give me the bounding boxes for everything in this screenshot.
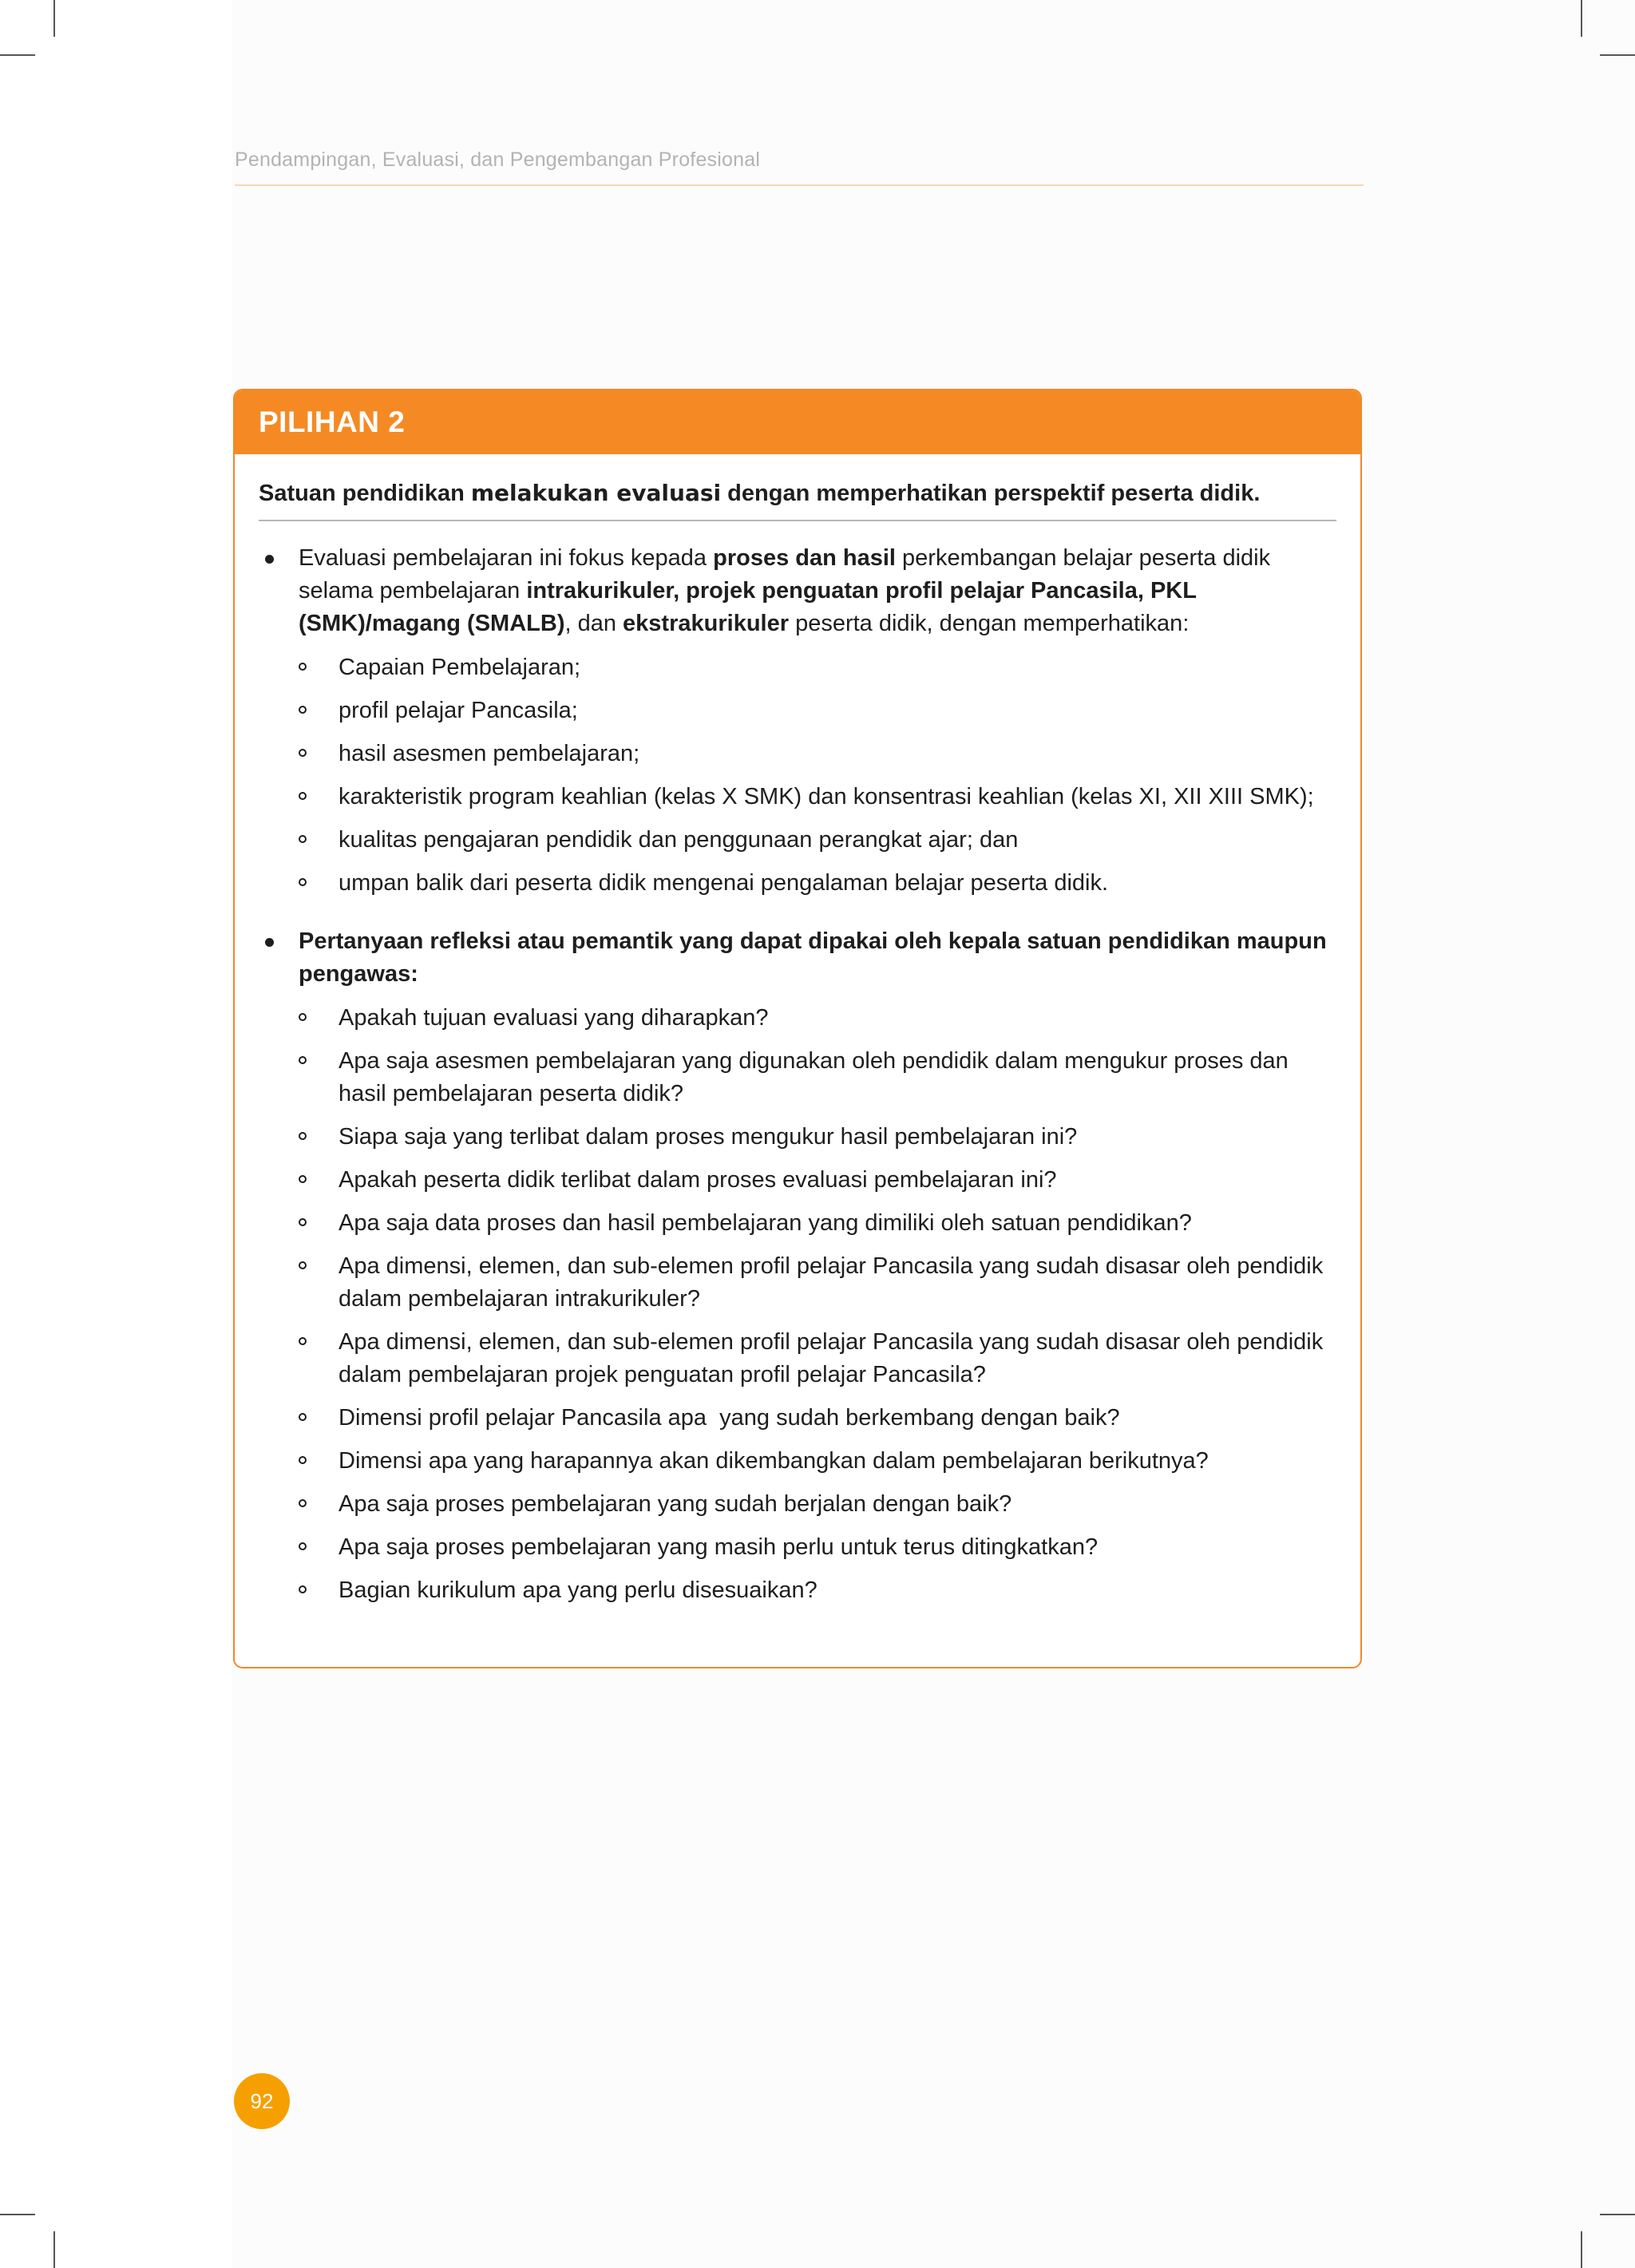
sub-bullet-item	[299, 1531, 1336, 1564]
running-header: Pendampingan, Evaluasi, dan Pengembangan Profesional	[235, 148, 761, 171]
circle-bullet-icon	[299, 1337, 307, 1345]
sub-bullet-text: umpan balik dari peserta didik mengenai pengalaman belajar peserta didik.	[338, 870, 1109, 896]
text-run: Evaluasi pembelajaran ini fokus kepada	[299, 545, 714, 571]
main-bullet-text	[299, 542, 1336, 640]
circle-bullet-icon	[299, 706, 307, 714]
header-rule	[235, 184, 1364, 186]
crop-mark	[1581, 2231, 1582, 2268]
option-box	[233, 389, 1362, 1668]
text-run: , dan	[564, 611, 624, 636]
crop-mark	[1581, 0, 1582, 37]
sub-bullet-item	[299, 695, 1336, 727]
crop-mark	[0, 2214, 35, 2215]
sub-bullet-text: karakteristik program keahlian (kelas X SMK) dan konsentrasi keahlian (kelas XI, XII XIII SMK);	[338, 784, 1314, 809]
sub-bullet-item	[299, 1445, 1336, 1478]
circle-bullet-icon	[299, 1456, 307, 1464]
sub-bullet-item	[299, 1121, 1336, 1154]
crop-mark	[0, 54, 35, 56]
crop-mark	[53, 0, 55, 37]
subtitle-text: dengan memperhatikan perspektif peserta didik.	[721, 481, 1261, 506]
sub-bullet-item	[299, 1574, 1336, 1607]
circle-bullet-icon	[299, 878, 307, 886]
sub-bullet-text: hasil asesmen pembelajaran;	[338, 741, 640, 766]
sub-bullet-text: Apa saja proses pembelajaran yang sudah berjalan dengan baik?	[338, 1491, 1012, 1517]
sub-bullet-text: Bagian kurikulum apa yang perlu disesuaikan?	[338, 1577, 818, 1603]
circle-bullet-icon	[299, 1413, 307, 1421]
sub-bullet-item	[299, 1488, 1336, 1521]
sub-bullet-item	[299, 867, 1336, 900]
option-box-body	[235, 478, 1360, 1607]
text-run: perkembangan belajar peserta didik selama pembelajaran	[299, 545, 1271, 604]
sub-bullet-text: Apa saja proses pembelajaran yang masih perlu untuk terus ditingkatkan?	[338, 1534, 1099, 1560]
circle-bullet-icon	[299, 1218, 307, 1226]
bold-run: proses dan hasil	[713, 545, 896, 571]
sub-bullet-item	[299, 824, 1336, 857]
text-run: peserta didik, dengan memperhatikan:	[789, 611, 1190, 636]
circle-bullet-icon	[299, 1542, 307, 1550]
circle-bullet-icon	[299, 1585, 307, 1593]
bullet-icon	[265, 938, 274, 947]
sub-bullet-text: Dimensi profil pelajar Pancasila apa yang sudah berkembang dengan baik?	[338, 1405, 1120, 1431]
sub-bullet-item	[299, 1326, 1336, 1391]
sub-bullet-item	[299, 1402, 1336, 1435]
subtitle-text: Satuan pendidikan	[259, 481, 471, 506]
sub-bullet-list	[299, 651, 1336, 900]
main-bullet-item	[259, 542, 1336, 900]
sub-bullet-text: Apa dimensi, elemen, dan sub-elemen profil pelajar Pancasila yang sudah disasar oleh pendidik dalam pembelajaran projek penguatan profil pelajar Pancasila?	[338, 1329, 1324, 1387]
sub-bullet-item	[299, 781, 1336, 813]
circle-bullet-icon	[299, 1261, 307, 1269]
sub-bullet-item	[299, 651, 1336, 684]
sub-bullet-list	[299, 1002, 1336, 1607]
bold-run: intrakurikuler, projek penguatan profil pelajar Pancasila, PKL (SMK)/magang (SMALB)	[299, 578, 1197, 636]
bullet-icon	[265, 555, 274, 564]
circle-bullet-icon	[299, 792, 307, 800]
sub-bullet-text: Apakah tujuan evaluasi yang diharapkan?	[338, 1005, 769, 1031]
sub-bullet-text: Siapa saja yang terlibat dalam proses mengukur hasil pembelajaran ini?	[338, 1124, 1078, 1150]
sub-bullet-text: Apa saja asesmen pembelajaran yang digunakan oleh pendidik dalam mengukur proses dan hasil pembelajaran peserta didik?	[338, 1048, 1289, 1106]
sub-bullet-text: Apa dimensi, elemen, dan sub-elemen profil pelajar Pancasila yang sudah disasar oleh pendidik dalam pembelajaran intrakurikuler?	[338, 1253, 1324, 1312]
circle-bullet-icon	[299, 835, 307, 843]
main-bullet-list	[259, 542, 1336, 1607]
circle-bullet-icon	[299, 749, 307, 757]
sub-bullet-item	[299, 1045, 1336, 1110]
sub-bullet-text: kualitas pengajaran pendidik dan penggunaan perangkat ajar; dan	[338, 827, 1019, 853]
sub-bullet-item	[299, 738, 1336, 770]
sub-bullet-text: Apa saja data proses dan hasil pembelajaran yang dimiliki oleh satuan pendidikan?	[338, 1210, 1192, 1236]
page-number-badge: 92	[234, 2073, 290, 2129]
sub-bullet-text: Apakah peserta didik terlibat dalam proses evaluasi pembelajaran ini?	[338, 1167, 1057, 1193]
sub-bullet-item	[299, 1207, 1336, 1240]
crop-mark	[53, 2231, 55, 2268]
circle-bullet-icon	[299, 663, 307, 671]
circle-bullet-icon	[299, 1175, 307, 1183]
crop-mark	[1600, 2214, 1635, 2215]
circle-bullet-icon	[299, 1056, 307, 1064]
circle-bullet-icon	[299, 1013, 307, 1021]
subtitle-emphasis: melakukan evaluasi	[470, 480, 722, 506]
sub-bullet-text: profil pelajar Pancasila;	[338, 698, 578, 723]
option-box-title: PILIHAN 2	[259, 406, 406, 438]
main-bullet-heading: Pertanyaan refleksi atau pemantik yang dapat dipakai oleh kepala satuan pendidikan maupun pengawas:	[299, 928, 1327, 987]
sub-bullet-item	[299, 1002, 1336, 1035]
sub-bullet-item	[299, 1164, 1336, 1197]
bold-run: ekstrakurikuler	[623, 611, 790, 636]
sub-bullet-text: Dimensi apa yang harapannya akan dikembangkan dalam pembelajaran berikutnya?	[338, 1448, 1209, 1474]
circle-bullet-icon	[299, 1499, 307, 1507]
circle-bullet-icon	[299, 1132, 307, 1140]
sub-bullet-item	[299, 1250, 1336, 1316]
sub-bullet-text: Capaian Pembelajaran;	[338, 655, 581, 680]
option-box-header	[235, 390, 1360, 454]
crop-mark	[1600, 54, 1635, 56]
main-bullet-item	[259, 925, 1336, 1607]
option-box-subtitle	[259, 478, 1336, 521]
